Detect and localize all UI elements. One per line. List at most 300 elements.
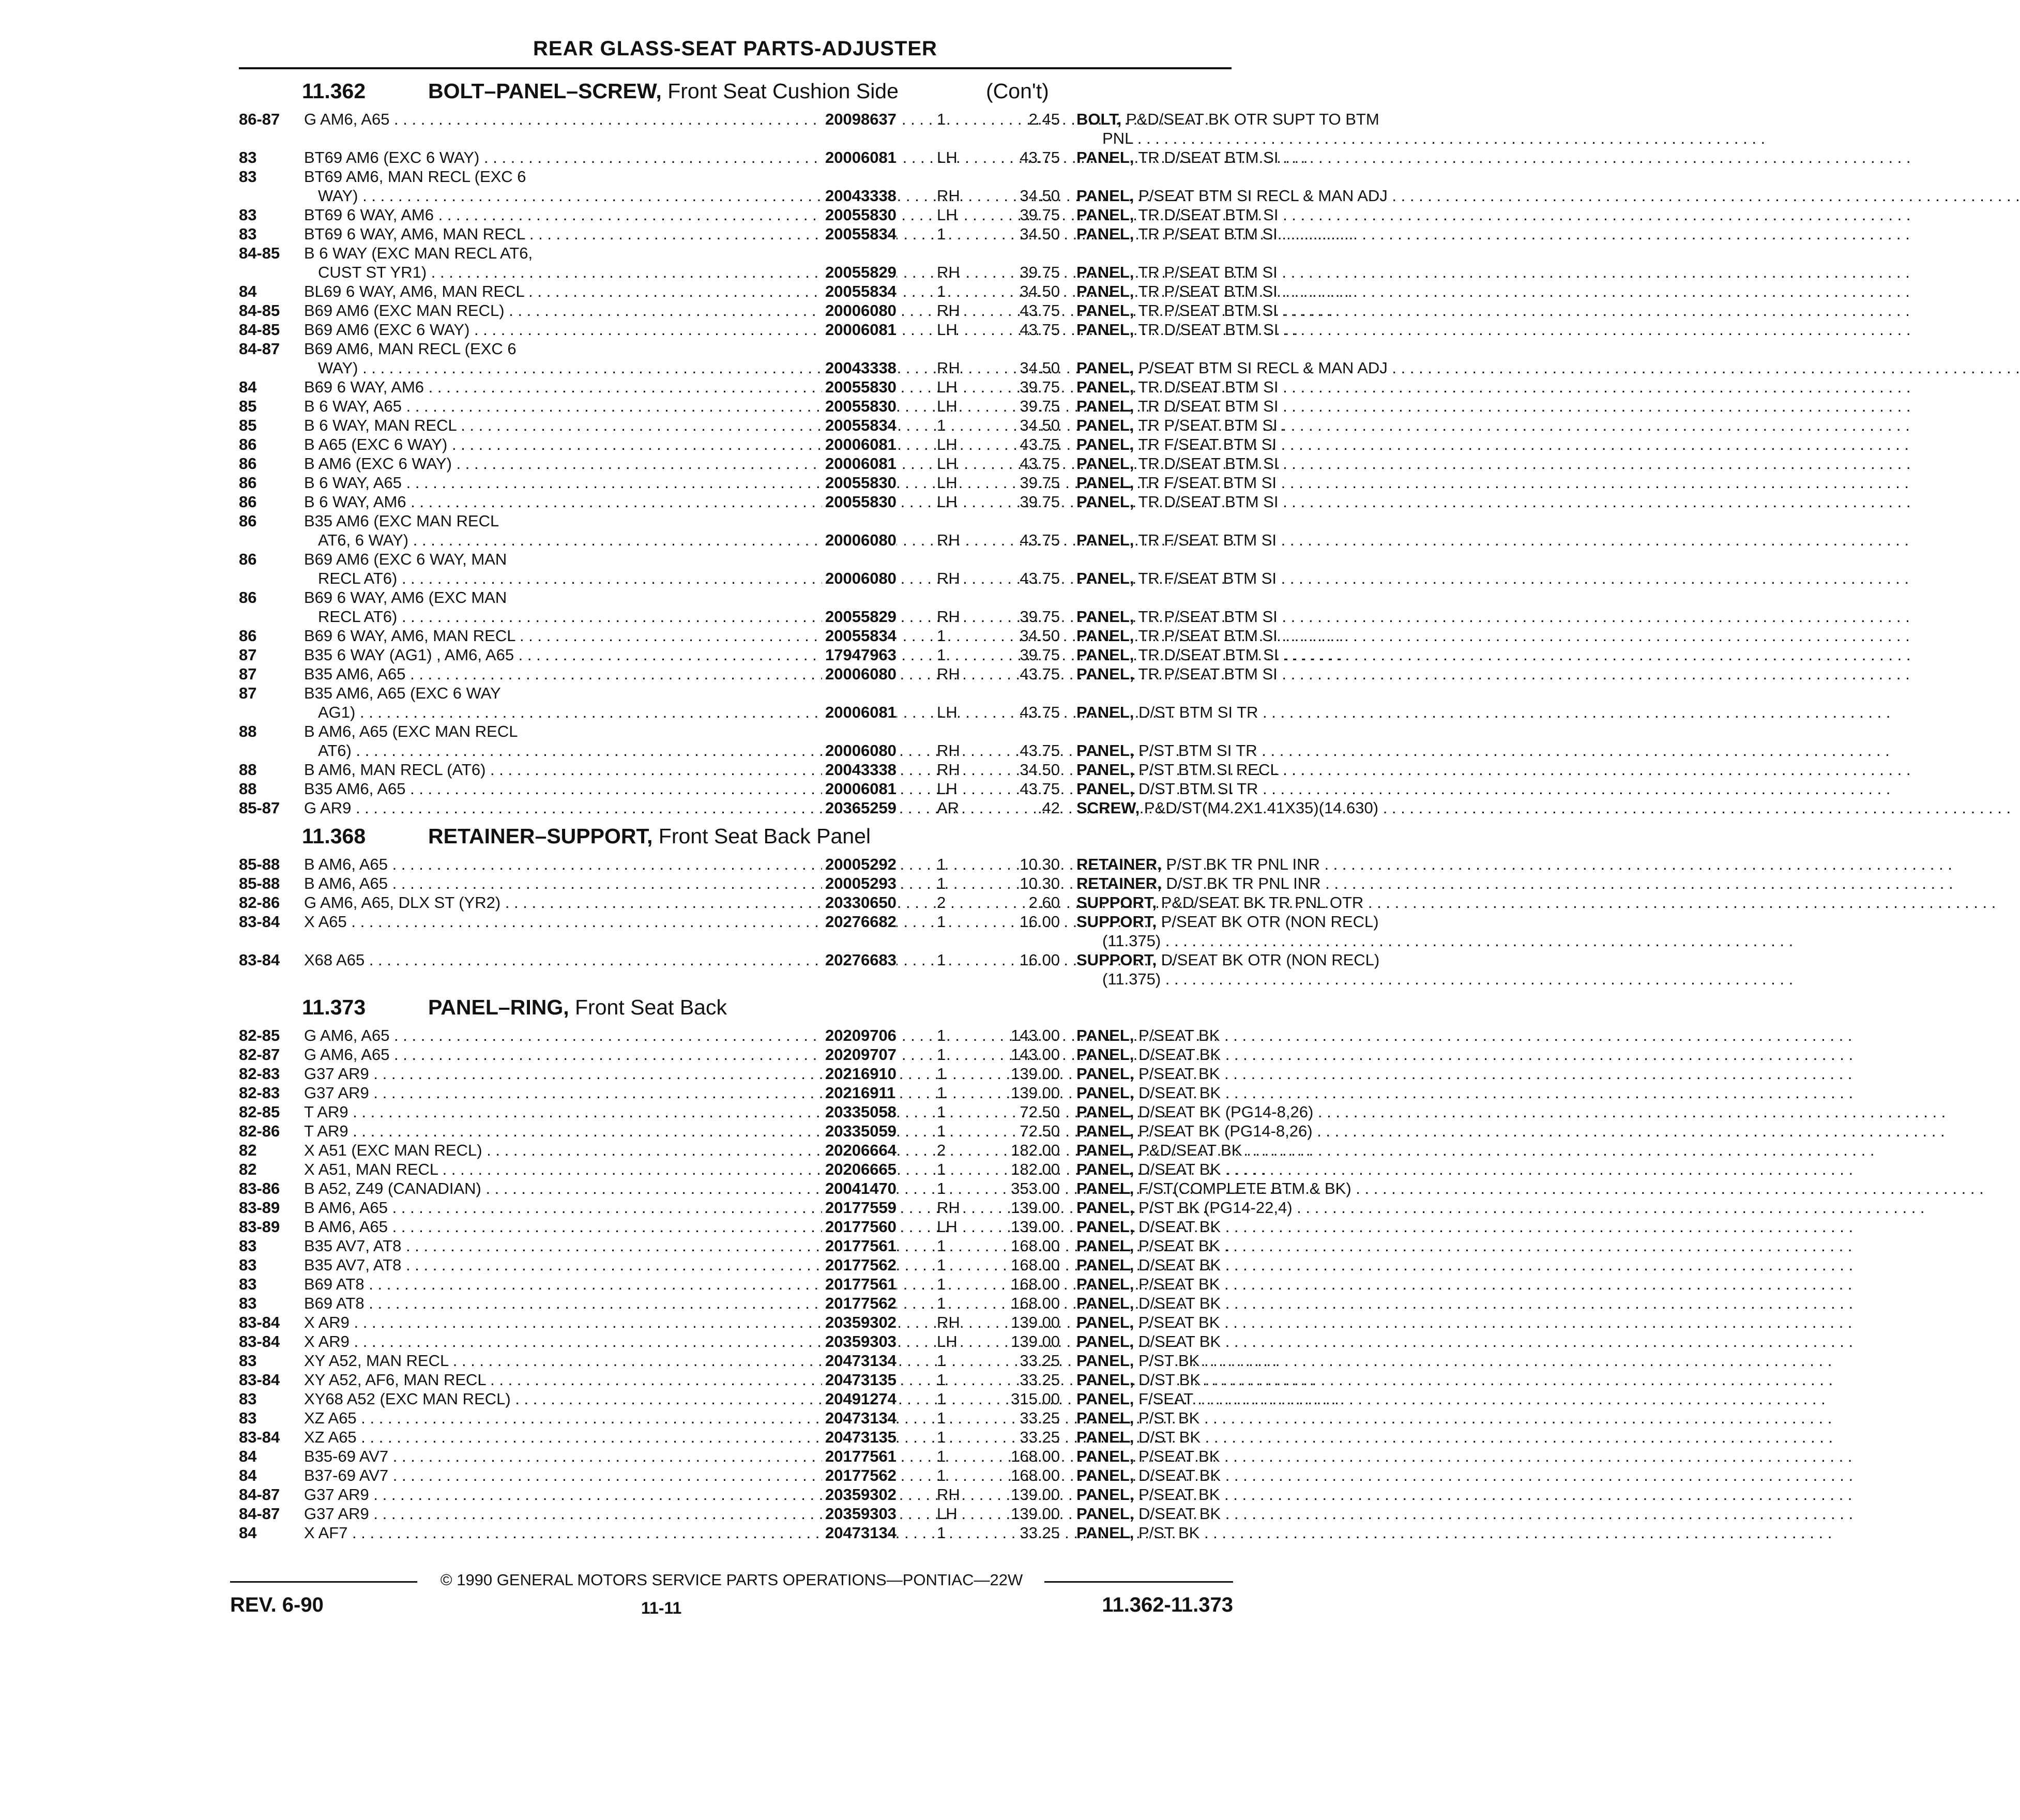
part-number: 20043338 <box>822 186 897 205</box>
row-line <box>239 358 1388 377</box>
part-name-title: PANEL, <box>1076 416 1134 434</box>
model-description: B AM6, A65 . . . <box>304 1217 819 1236</box>
price: 139.00 <box>1011 1505 1060 1523</box>
table-row <box>239 779 1258 798</box>
part-name-title: RETAINER, <box>1076 855 1162 873</box>
quantity: LH <box>937 435 958 453</box>
part-name-title: PANEL, <box>1076 435 1134 453</box>
part-name-desc: P/SEAT BK <box>1138 1026 1220 1044</box>
part-name-title: PANEL, <box>1076 397 1134 415</box>
table-row <box>239 798 1379 817</box>
table-row <box>239 1121 1313 1141</box>
table-row <box>239 244 1278 282</box>
part-number: 20055830 <box>822 205 897 224</box>
part-name <box>1076 1332 1459 1351</box>
section-header <box>239 989 1232 1026</box>
model-description: B35 AM6, A65 . . . <box>304 779 819 798</box>
quantity: LH <box>937 321 958 339</box>
table-row <box>239 282 1278 301</box>
part-name-desc: TR P/SEAT BTM SI <box>1138 282 1278 300</box>
section-continued: (Con't) <box>986 79 1049 103</box>
row-line <box>239 1294 1232 1313</box>
quantity: RH <box>937 1199 960 1217</box>
row-line <box>239 588 1232 607</box>
model-description: B AM6, A65 . . . <box>304 855 819 874</box>
part-number: 20359303 <box>822 1504 897 1523</box>
part-number: 20006081 <box>822 454 897 473</box>
part-name-title: SUPPORT, <box>1076 913 1157 931</box>
part-name-desc: P/SEAT BK (PG14-8,26) <box>1138 1122 1313 1140</box>
part-number: 20473134 <box>822 1408 897 1428</box>
part-name-title: PANEL, <box>1076 1084 1134 1102</box>
table-row <box>239 1255 1232 1275</box>
part-number: 20177559 <box>822 1198 897 1217</box>
part-name-title: PANEL, <box>1076 627 1134 645</box>
row-line <box>239 1026 1232 1045</box>
table-row <box>239 1064 1232 1083</box>
price: 43.75 <box>1020 435 1060 453</box>
part-name-title: PANEL, <box>1076 531 1134 549</box>
part-number: 20177561 <box>822 1236 897 1255</box>
quantity: RH <box>937 741 960 760</box>
part-name-desc: D/SEAT BK <box>1138 1045 1221 1064</box>
row-line <box>239 1121 1313 1141</box>
part-name-desc: TR D/SEAT BTM SI <box>1138 454 1279 473</box>
part-name <box>1076 798 1459 817</box>
part-name-title: PANEL, <box>1076 1294 1134 1312</box>
part-name-desc: P/ST BTM SI RECL <box>1138 761 1279 779</box>
quantity: 2 <box>937 1141 946 1159</box>
part-name <box>1076 530 1459 550</box>
quantity: 1 <box>937 1237 946 1255</box>
part-name-title: PANEL, <box>1076 321 1134 339</box>
table-row <box>239 1504 1232 1523</box>
price: 39.75 <box>1020 206 1060 224</box>
part-name-title: PANEL, <box>1076 1045 1134 1064</box>
model-description: G37 AR9 . . . <box>304 1504 819 1523</box>
model-description: CUST ST YR1) . . . <box>318 263 819 282</box>
model-description: B69 AM6 (EXC MAN RECL) . . . <box>304 301 819 320</box>
table-row <box>239 377 1279 397</box>
row-line <box>239 645 1279 664</box>
part-name <box>1076 626 1459 645</box>
quantity: 1 <box>937 1275 946 1293</box>
part-name <box>1076 1294 1459 1313</box>
row-line <box>239 435 1277 454</box>
row-line <box>239 569 1277 588</box>
part-name-desc: TR P/SEAT BTM SI <box>1138 416 1278 434</box>
parts-list <box>239 72 1388 1542</box>
row-line <box>239 205 1279 224</box>
model-description: BT69 AM6 (EXC 6 WAY) . . . <box>304 148 819 167</box>
part-name-desc: P&D/SEAT BK <box>1138 1141 1242 1159</box>
model-year: 84-85 <box>239 244 280 262</box>
price: 353.00 <box>1011 1179 1060 1197</box>
part-name-desc: P/SEAT BTM SI RECL & MAN ADJ <box>1138 359 1388 377</box>
row-line <box>239 1313 1232 1332</box>
model-year: 84 <box>239 1524 257 1542</box>
part-name-title: PANEL, <box>1076 741 1134 760</box>
table-row <box>239 1389 1232 1408</box>
price: 43.75 <box>1020 780 1060 798</box>
table-row <box>239 1217 1232 1236</box>
table-row <box>239 1102 1314 1121</box>
part-name <box>1076 454 1459 473</box>
part-name-desc: TR P/SEAT BTM SI <box>1138 225 1278 243</box>
part-name <box>1076 1198 1459 1217</box>
quantity: 1 <box>937 627 946 645</box>
price: 143.00 <box>1011 1045 1060 1064</box>
part-name <box>1076 148 1459 167</box>
part-name-desc: P/ST BK <box>1138 1409 1200 1427</box>
model-year: 87 <box>239 684 257 702</box>
part-name-desc: D/SEAT BK <box>1138 1466 1221 1484</box>
model-year: 83-89 <box>239 1199 280 1217</box>
price: 139.00 <box>1011 1199 1060 1217</box>
table-row <box>239 1198 1293 1217</box>
price: 43.75 <box>1020 321 1060 339</box>
table-row <box>239 664 1278 684</box>
model-year: 84 <box>239 282 257 300</box>
row-line <box>239 511 1232 530</box>
part-name <box>1076 1275 1459 1294</box>
price: 33.25 <box>1020 1352 1060 1370</box>
model-description: B35 AV7, AT8 . . . <box>304 1255 819 1275</box>
model-year: 86 <box>239 454 257 473</box>
row-line <box>239 1389 1232 1408</box>
quantity: RH <box>937 761 960 779</box>
section-name-bold: BOLT–PANEL–SCREW, <box>428 79 662 103</box>
part-name-desc: TR P/SEAT BTM SI <box>1138 665 1278 683</box>
part-name <box>1076 186 1459 205</box>
row-line <box>239 263 1278 282</box>
part-name-desc: D/ST BK <box>1138 1428 1201 1446</box>
part-name-title: PANEL, <box>1076 1485 1134 1504</box>
model-description: RECL AT6) . . . <box>318 569 819 588</box>
table-row <box>239 397 1279 416</box>
row-line <box>239 1351 1232 1370</box>
part-number: 20055829 <box>822 263 897 282</box>
model-description: B A65 (EXC 6 WAY) . . . <box>304 435 819 454</box>
part-name-desc: TR F/SEAT BTM SI <box>1138 569 1277 587</box>
model-year: 84-87 <box>239 340 280 358</box>
row-line <box>239 224 1278 244</box>
part-name-title: PANEL, <box>1076 1352 1134 1370</box>
table-row <box>239 1313 1232 1332</box>
price: 10.30 <box>1020 855 1060 873</box>
row-line <box>239 1045 1232 1064</box>
table-row <box>239 167 1388 205</box>
model-description: B69 6 WAY, AM6, MAN RECL . . . <box>304 626 819 645</box>
part-name-title: PANEL, <box>1076 454 1134 473</box>
model-description: B69 6 WAY, AM6 . . . <box>304 377 819 397</box>
part-name-title: PANEL, <box>1076 1199 1134 1217</box>
part-name-title: PANEL, <box>1076 359 1134 377</box>
price: 16.00 <box>1020 951 1060 969</box>
part-name <box>1076 1255 1459 1275</box>
quantity: 1 <box>937 1065 946 1083</box>
quantity: LH <box>937 780 958 798</box>
quantity: LH <box>937 1218 958 1236</box>
part-name-desc: D/SEAT BK <box>1138 1218 1221 1236</box>
model-year: 84-85 <box>239 301 280 320</box>
quantity: 1 <box>937 646 946 664</box>
part-name <box>1076 1102 1459 1121</box>
row-line <box>239 931 1232 950</box>
model-description: B69 6 WAY, AM6 (EXC MAN <box>304 588 507 606</box>
part-name-title: PANEL, <box>1076 1218 1134 1236</box>
row-line <box>239 550 1232 569</box>
part-name-desc: P/ST BK TR PNL INR <box>1166 855 1320 873</box>
quantity: LH <box>937 454 958 473</box>
price: 33.25 <box>1020 1409 1060 1427</box>
table-row <box>239 224 1278 244</box>
part-name-desc: P/ST BK <box>1138 1524 1200 1542</box>
price: 33.25 <box>1020 1524 1060 1542</box>
model-description: B35 6 WAY (AG1) , AM6, A65 . . . <box>304 645 819 664</box>
model-description: G AM6, A65, DLX ST (YR2) . . . <box>304 893 819 912</box>
model-description: G AM6, A65 . . . <box>304 1026 819 1045</box>
part-name-title: PANEL, <box>1076 378 1134 396</box>
part-number: 20276683 <box>822 950 897 969</box>
model-description: X A65 . . . <box>304 912 819 931</box>
part-number: 20491274 <box>822 1389 897 1408</box>
model-year: 83 <box>239 1256 257 1274</box>
part-name <box>1076 492 1459 511</box>
part-name-desc: TR F/SEAT BTM SI <box>1138 435 1277 453</box>
row-line <box>239 129 1232 148</box>
model-description: B AM6 (EXC 6 WAY) . . . <box>304 454 819 473</box>
price: 34.50 <box>1020 187 1060 205</box>
part-name-desc: TR D/SEAT BTM SI <box>1138 493 1279 511</box>
part-number: 20216910 <box>822 1064 897 1083</box>
part-name <box>1076 1045 1459 1064</box>
part-name-desc: F/ST(COMPLETE BTM & BK) <box>1138 1179 1351 1197</box>
model-year: 83 <box>239 1390 257 1408</box>
model-year: 84 <box>239 1466 257 1484</box>
part-number: 20359303 <box>822 1332 897 1351</box>
part-number: 20359302 <box>822 1313 897 1332</box>
quantity: RH <box>937 187 960 205</box>
model-description: B AM6, A65 (EXC MAN RECL <box>304 722 518 740</box>
model-year: 83-89 <box>239 1218 280 1236</box>
quantity: AR <box>937 799 960 817</box>
table-row <box>239 1236 1232 1255</box>
row-line <box>239 1275 1232 1294</box>
part-number: 20055834 <box>822 626 897 645</box>
part-number: 20473135 <box>822 1428 897 1447</box>
part-name-desc: D/SEAT BK <box>1138 1160 1221 1178</box>
part-number: 20098637 <box>822 110 897 129</box>
copyright-notice: © 1990 GENERAL MOTORS SERVICE PARTS OPERATIONS—PONTIAC—22W <box>440 1571 1023 1589</box>
section-name-rest: Front Seat Back <box>575 995 727 1019</box>
row-line <box>239 1447 1232 1466</box>
model-year: 83-84 <box>239 1313 280 1331</box>
quantity: RH <box>937 263 960 281</box>
model-description: G AM6, A65 . . . <box>304 110 819 129</box>
part-number: 20006081 <box>822 779 897 798</box>
model-description: BL69 6 WAY, AM6, MAN RECL . . . <box>304 282 819 301</box>
model-description: B35 AM6, A65 . . . <box>304 664 819 684</box>
table-row <box>239 1179 1351 1198</box>
part-name <box>1076 282 1459 301</box>
part-name-title: PANEL, <box>1076 301 1134 320</box>
part-name-title: PANEL, <box>1076 1160 1134 1178</box>
part-name-title: PANEL, <box>1076 1313 1134 1331</box>
part-number: 20209707 <box>822 1045 897 1064</box>
part-name <box>1076 912 1459 931</box>
price: 43.75 <box>1020 301 1060 320</box>
part-name-title: PANEL, <box>1076 1409 1134 1427</box>
part-name-title: PANEL, <box>1076 1065 1134 1083</box>
price: 43.75 <box>1020 454 1060 473</box>
model-year: 85 <box>239 416 257 434</box>
part-name-title: PANEL, <box>1076 1428 1134 1446</box>
part-number: 20006080 <box>822 741 897 760</box>
part-name-desc: TR P/SEAT BTM SI <box>1138 627 1278 645</box>
part-number: 20206664 <box>822 1141 897 1160</box>
part-name-title: PANEL, <box>1076 1332 1134 1351</box>
quantity: 1 <box>937 110 946 128</box>
model-year: 87 <box>239 665 257 683</box>
quantity: 1 <box>937 1524 946 1542</box>
price: 39.75 <box>1020 493 1060 511</box>
part-number: 20335058 <box>822 1102 897 1121</box>
part-name-title: PANEL, <box>1076 282 1134 300</box>
part-name-desc: TR D/SEAT BTM SI <box>1138 148 1279 166</box>
price: .42 <box>1037 799 1060 817</box>
model-description: XY A52, MAN RECL . . . <box>304 1351 819 1370</box>
table-row <box>239 148 1279 167</box>
quantity: 1 <box>937 1122 946 1140</box>
model-year: 86 <box>239 435 257 453</box>
part-name <box>1076 205 1459 224</box>
model-year: 83-86 <box>239 1179 280 1197</box>
table-row <box>239 588 1278 626</box>
part-name-title: SCREW, <box>1076 799 1140 817</box>
part-name-title: PANEL, <box>1076 1447 1134 1465</box>
part-name-title: PANEL, <box>1076 493 1134 511</box>
row-line <box>239 416 1278 435</box>
model-year: 85-88 <box>239 855 280 873</box>
model-year: 84-85 <box>239 321 280 339</box>
quantity: LH <box>937 1332 958 1351</box>
price: 10.30 <box>1020 874 1060 892</box>
part-name <box>1076 224 1459 244</box>
row-line <box>239 1179 1351 1198</box>
part-name-title: RETAINER, <box>1076 874 1162 892</box>
part-name-title: PANEL, <box>1076 263 1134 281</box>
price: 168.00 <box>1011 1447 1060 1465</box>
table-row <box>239 1332 1232 1351</box>
model-description: G AM6, A65 . . . <box>304 1045 819 1064</box>
part-name-title: PANEL, <box>1076 1466 1134 1484</box>
part-number: 20177562 <box>822 1255 897 1275</box>
model-year: 82-86 <box>239 893 280 912</box>
table-row <box>239 301 1278 320</box>
table-row <box>239 626 1278 645</box>
model-description: B69 AM6, MAN RECL (EXC 6 <box>304 340 517 358</box>
model-year: 83 <box>239 148 257 166</box>
model-description: B35 AM6 (EXC MAN RECL <box>304 512 499 530</box>
model-year: 86 <box>239 512 257 530</box>
table-row <box>239 110 1379 148</box>
model-year: 86 <box>239 588 257 606</box>
model-description: X68 A65 . . . <box>304 950 819 969</box>
section-number: 11.368 <box>302 824 366 848</box>
part-name <box>1076 1389 1459 1408</box>
model-description: X A51, MAN RECL . . . <box>304 1160 819 1179</box>
part-number: 20177560 <box>822 1217 897 1236</box>
part-name-title: SUPPORT, <box>1076 951 1157 969</box>
part-name-title: PANEL, <box>1076 1275 1134 1293</box>
table-row <box>239 492 1279 511</box>
price: 182.00 <box>1011 1141 1060 1159</box>
table-row <box>239 1083 1232 1102</box>
part-number: 20177562 <box>822 1466 897 1485</box>
price: 39.75 <box>1020 263 1060 281</box>
model-description: T AR9 . . . <box>304 1121 819 1141</box>
table-row <box>239 855 1320 874</box>
model-description: BT69 6 WAY, AM6 . . . <box>304 205 819 224</box>
quantity: 1 <box>937 282 946 300</box>
model-description: XZ A65 . . . <box>304 1408 819 1428</box>
part-number: 20006080 <box>822 664 897 684</box>
part-name-title: PANEL, <box>1076 1505 1134 1523</box>
row-line <box>239 397 1279 416</box>
part-name-desc: P/ST BK <box>1138 1352 1200 1370</box>
part-name <box>1076 110 1459 129</box>
table-row <box>239 339 1388 377</box>
model-year: 86 <box>239 493 257 511</box>
price: 34.50 <box>1020 225 1060 243</box>
quantity: 1 <box>937 1466 946 1484</box>
model-year: 82-85 <box>239 1026 280 1044</box>
model-description: AG1) . . . <box>318 703 819 722</box>
footer-rule-left <box>230 1581 417 1583</box>
part-name <box>1076 473 1459 492</box>
row-line <box>239 684 1232 703</box>
row-line <box>239 377 1279 397</box>
price: 139.00 <box>1011 1332 1060 1351</box>
part-name-desc: P/SEAT BK OTR (NON RECL) <box>1161 913 1379 931</box>
model-year: 83 <box>239 1409 257 1427</box>
part-name-title: PANEL, <box>1076 187 1134 205</box>
model-year: 86 <box>239 627 257 645</box>
part-name-desc: TR D/SEAT BTM SI <box>1138 646 1279 664</box>
table-row <box>239 1370 1232 1389</box>
part-name-title: PANEL, <box>1076 1390 1134 1408</box>
row-line <box>239 1466 1232 1485</box>
part-name-desc: TR P/SEAT BTM SI <box>1138 263 1278 281</box>
part-number: 20055834 <box>822 282 897 301</box>
model-description: G37 AR9 . . . <box>304 1485 819 1504</box>
part-number: 20005293 <box>822 874 897 893</box>
part-name-title: PANEL, <box>1076 1122 1134 1140</box>
price: 43.75 <box>1020 148 1060 166</box>
part-name-desc: P/ST BTM SI TR <box>1138 741 1257 760</box>
quantity: 1 <box>937 874 946 892</box>
model-year: 83 <box>239 168 257 186</box>
part-name-desc: TR D/SEAT BTM SI <box>1138 378 1279 396</box>
model-year: 83-84 <box>239 913 280 931</box>
part-number: 20055830 <box>822 377 897 397</box>
model-description: X AR9 . . . <box>304 1313 819 1332</box>
part-name-desc: D/SEAT BK <box>1138 1084 1221 1102</box>
part-name-desc: D/SEAT BK (PG14-8,26) <box>1138 1103 1314 1121</box>
quantity: RH <box>937 1313 960 1331</box>
price: 39.75 <box>1020 608 1060 626</box>
